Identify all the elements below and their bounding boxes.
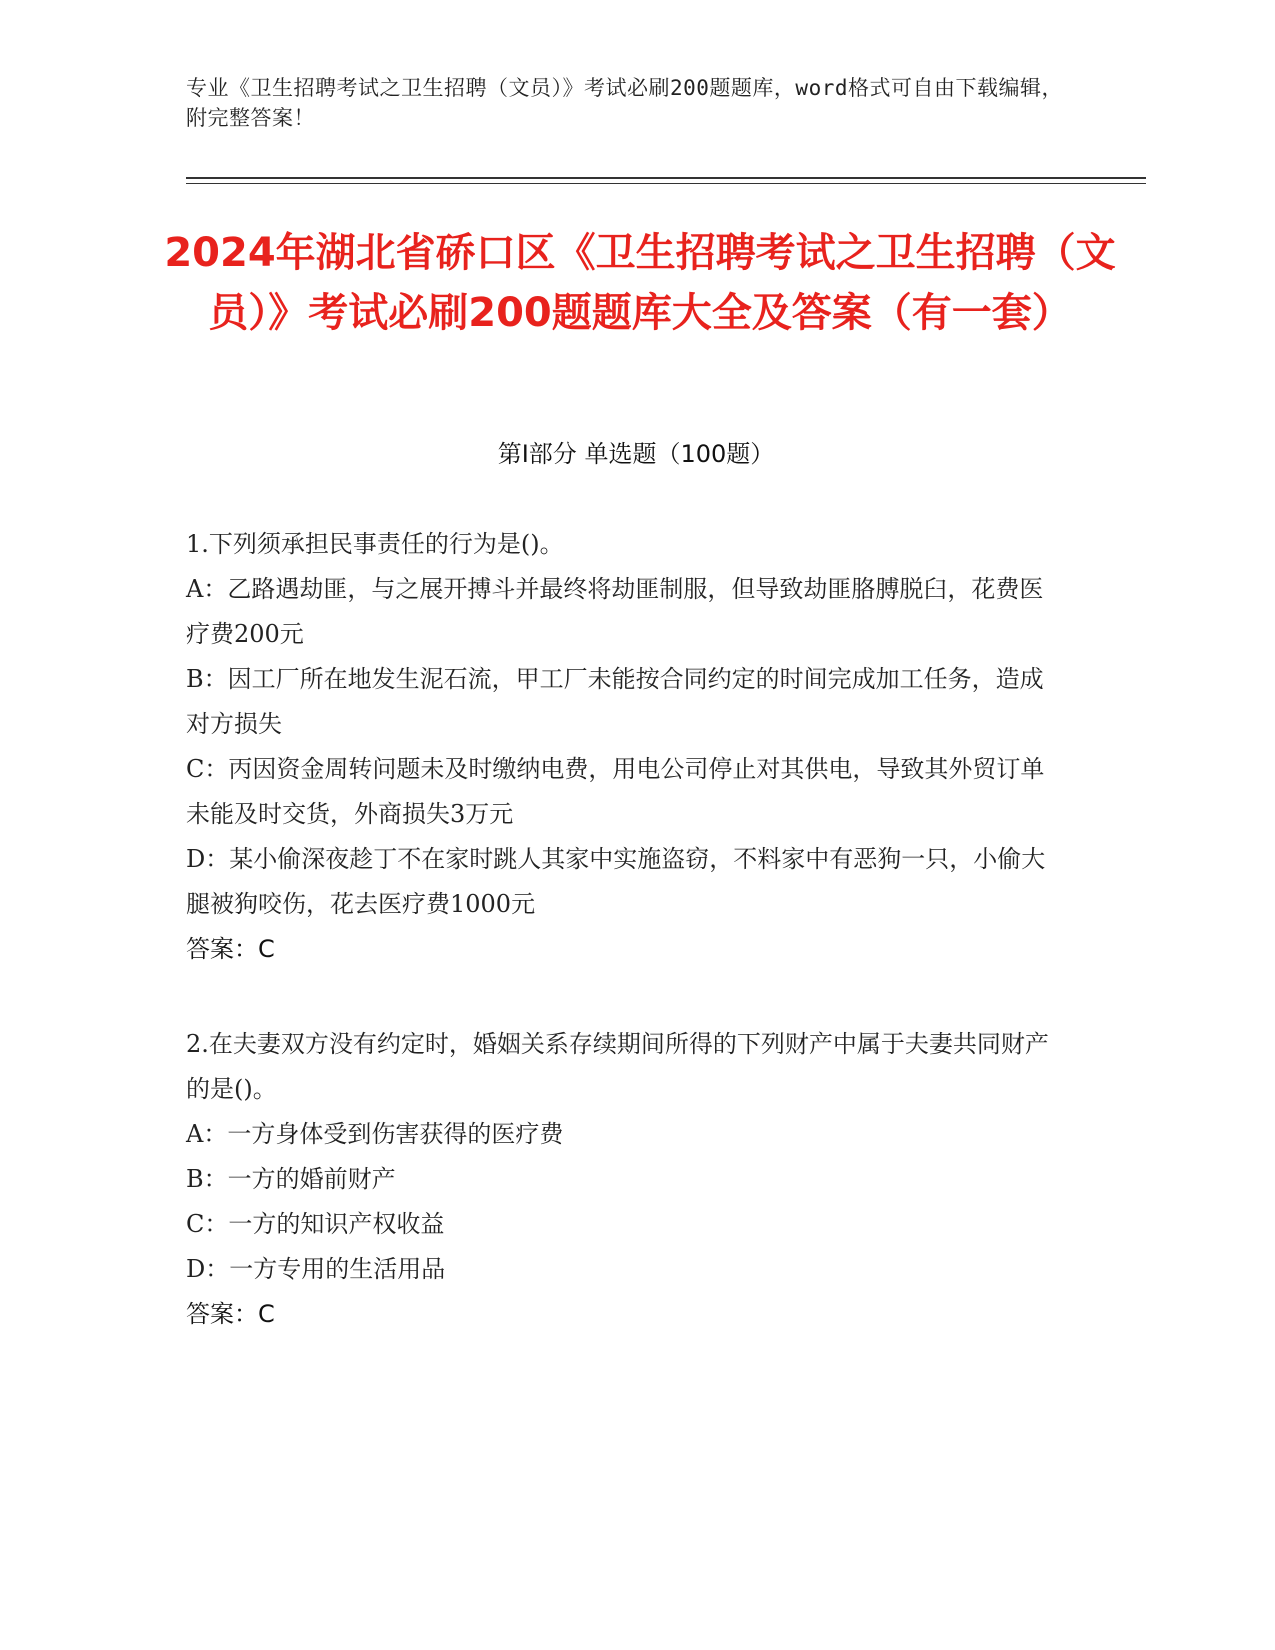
option-d: D：某小偷深夜趁丁不在家时跳人其家中实施盗窃，不料家中有恶狗一只，小偷大腿被狗咬伤，花去医疗费1000元 <box>186 845 1046 918</box>
option-b: B：因工厂所在地发生泥石流，甲工厂未能按合同约定的时间完成加工任务，造成对方损失 <box>186 665 1044 738</box>
option-a: A：一方身体受到伤害获得的医疗费 <box>186 1120 564 1148</box>
option-a: A：乙路遇劫匪，与之展开搏斗并最终将劫匪制服，但导致劫匪胳膊脱臼，花费医疗费200元 <box>186 575 1044 648</box>
section-heading: 第Ⅰ部分 单选题（100题） <box>497 440 775 468</box>
option-c: C：丙因资金周转问题未及时缴纳电费，用电公司停止对其供电，导致其外贸订单未能及时交货，外商损失3万元 <box>186 755 1045 828</box>
question-stem: 1.下列须承担民事责任的行为是()。 <box>186 530 564 558</box>
question-1 <box>186 522 1066 972</box>
option-d: D：一方专用的生活用品 <box>186 1255 446 1283</box>
answer-label: 答案：C <box>186 935 275 963</box>
header-divider <box>186 177 1146 179</box>
header-divider-thin <box>186 183 1146 184</box>
question-stem: 2.在夫妻双方没有约定时，婚姻关系存续期间所得的下列财产中属于夫妻共同财产的是()。 <box>186 1030 1049 1103</box>
answer-label: 答案：C <box>186 1300 275 1328</box>
question-2 <box>186 1022 1066 1337</box>
option-b: B：一方的婚前财产 <box>186 1165 396 1193</box>
header-note: 专业《卫生招聘考试之卫生招聘（文员）》考试必刷200题题库，word格式可自由下载编辑，附完整答案！ <box>186 76 1063 130</box>
document-title: 2024年湖北省硚口区《卫生招聘考试之卫生招聘（文员）》考试必刷200题题库大全及答案（有一套） <box>164 230 1116 336</box>
option-c: C：一方的知识产权收益 <box>186 1210 445 1238</box>
